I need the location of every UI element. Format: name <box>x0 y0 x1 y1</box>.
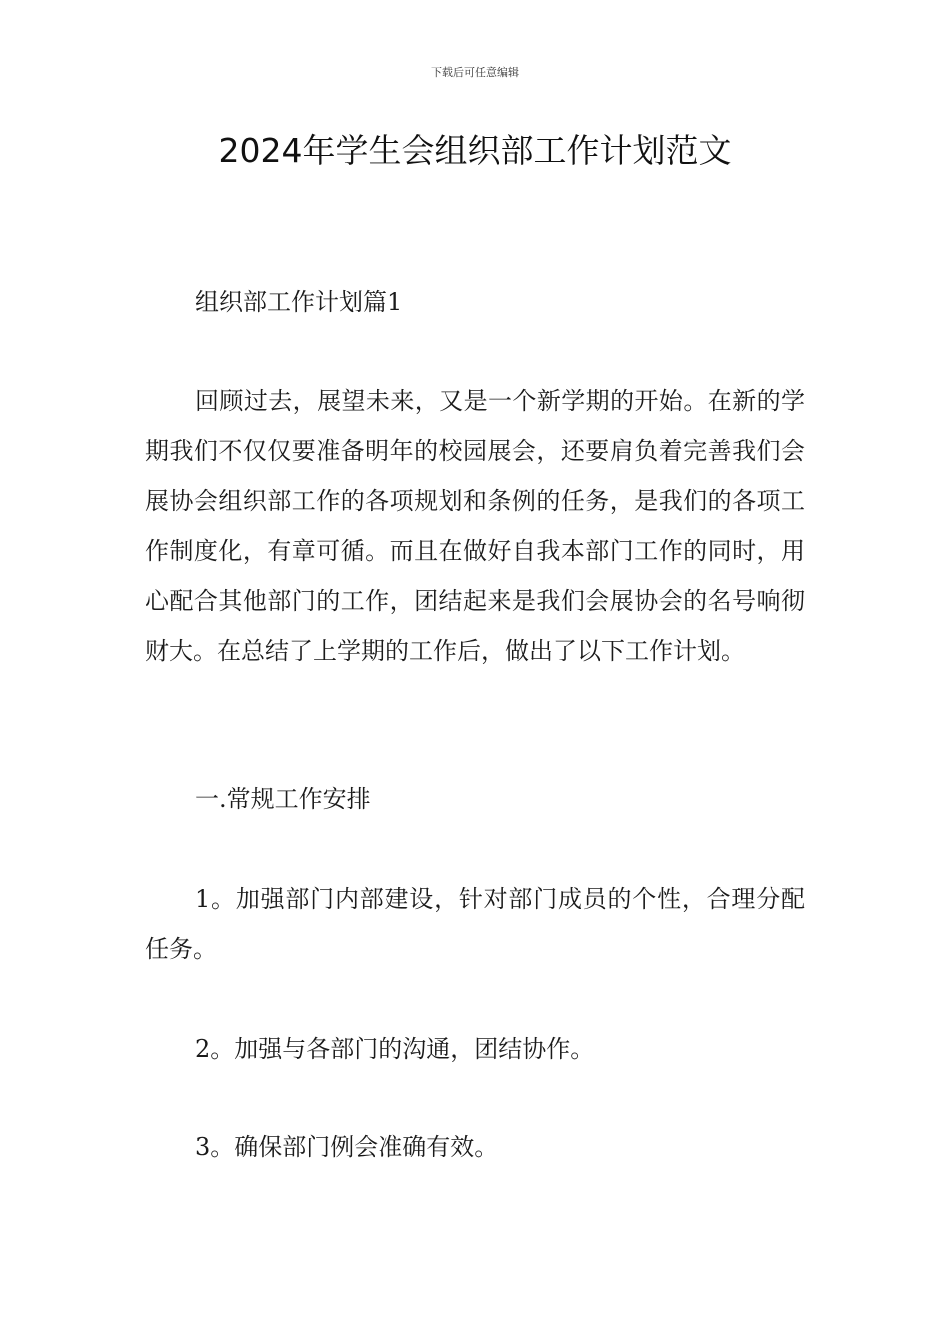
list-item: 2。加强与各部门的沟通，团结协作。 <box>195 1035 595 1063</box>
section-heading: 组织部工作计划篇1 <box>195 288 403 316</box>
list-item: 1。加强部门内部建设，针对部门成员的个性，合理分配任务。 <box>145 885 805 963</box>
header-note: 下载后可任意编辑 <box>431 66 519 79</box>
list-item: 3。确保部门例会准确有效。 <box>195 1133 499 1161</box>
routine-work-heading: 一.常规工作安排 <box>195 785 371 813</box>
page-title: 2024年学生会组织部工作计划范文 <box>218 131 732 170</box>
intro-paragraph: 回顾过去，展望未来，又是一个新学期的开始。在新的学期我们不仅仅要准备明年的校园展会，还要肩负着完善我们会展协会组织部工作的各项规划和条例的任务，是我们的各项工作制度化，有章可循。而且在做好自我本部门工作的同时，用心配合其他部门的工作，团结起来是我们会展协会的名号响彻财大。在总结了上学期的工作后，做出了以下工作计划。 <box>145 387 805 665</box>
